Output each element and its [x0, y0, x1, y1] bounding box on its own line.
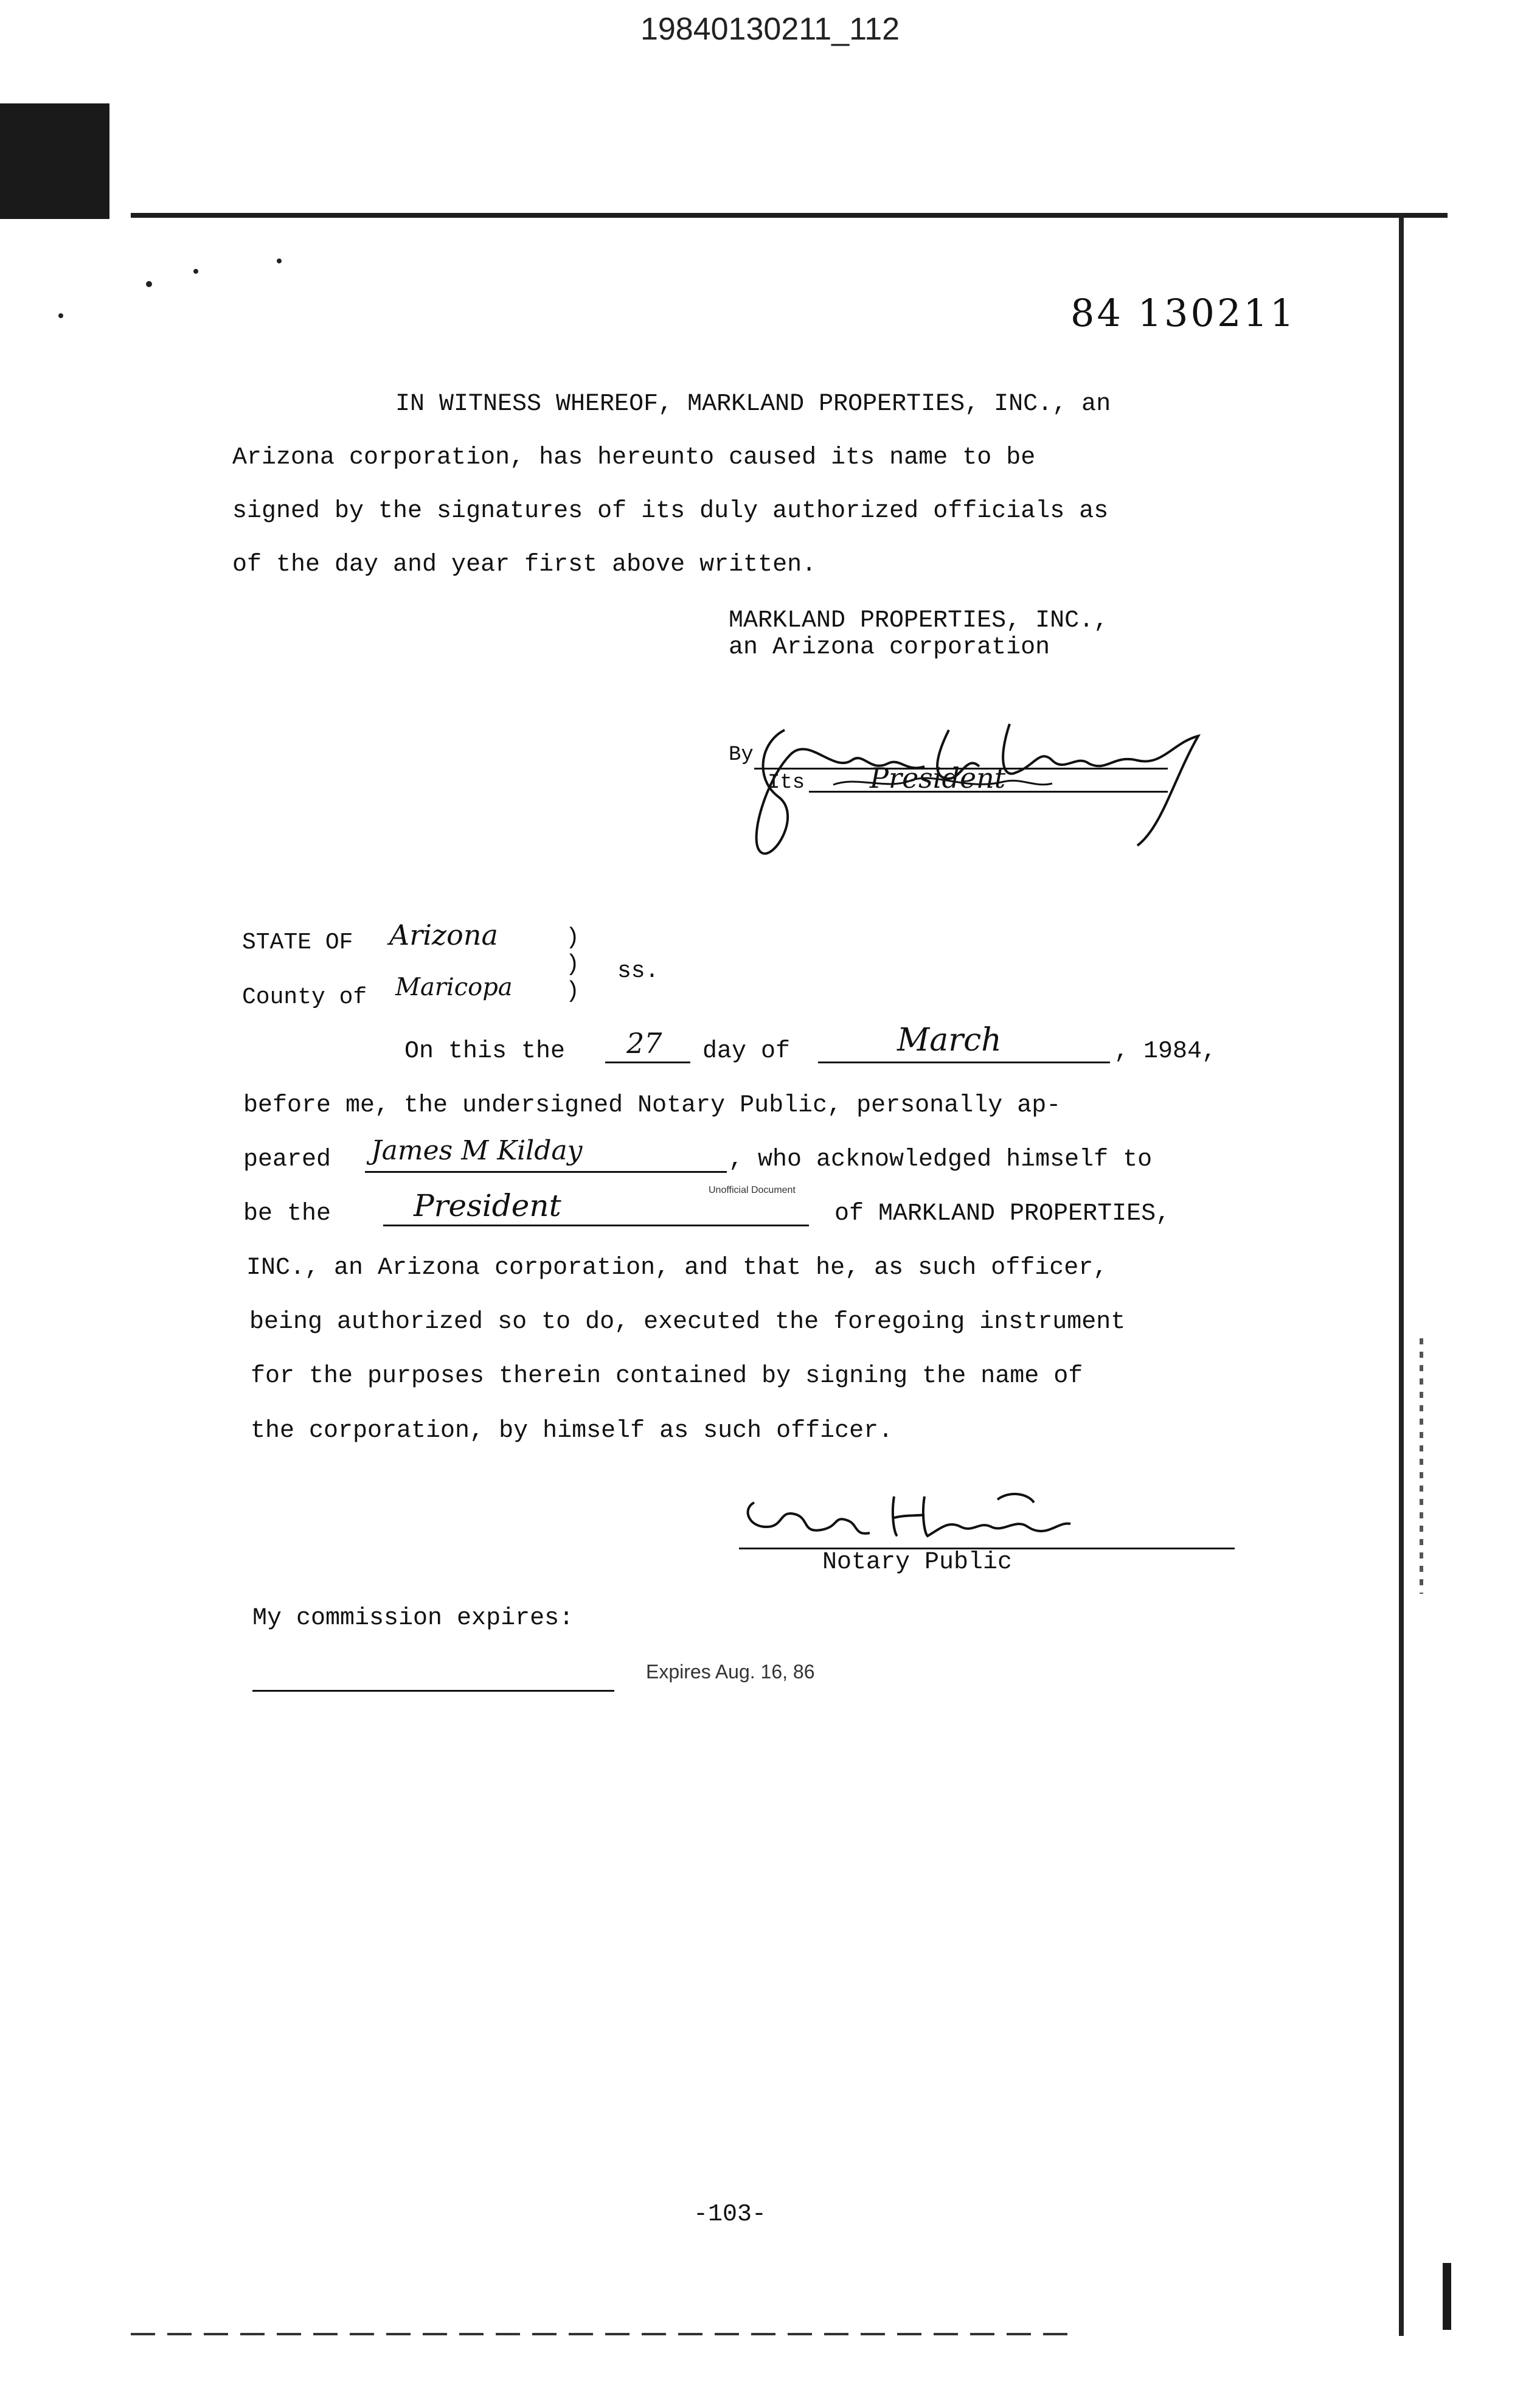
state-label: STATE OF: [242, 930, 353, 956]
witness-line-4: of the day and year first above written.: [232, 551, 817, 579]
scan-bottom-edge: [131, 2333, 1073, 2335]
ack-line1-post: , 1984,: [1114, 1038, 1217, 1065]
office-value: President: [414, 1188, 561, 1223]
day-blank: [605, 1062, 690, 1063]
commission-label: My commission expires:: [252, 1605, 574, 1632]
recording-number: 84 130211: [1070, 291, 1297, 335]
state-value: Arizona: [389, 919, 498, 951]
scan-speck: [146, 281, 152, 287]
commission-stamp: Expires Aug. 16, 86: [646, 1661, 815, 1683]
ack-line3-post: , who acknowledged himself to: [729, 1146, 1153, 1173]
ack-line5: INC., an Arizona corporation, and that he, as such officer,: [246, 1254, 1108, 1282]
scan-border: [0, 94, 1540, 2384]
county-label: County of: [242, 984, 367, 1010]
ack-line1-mid: day of: [702, 1038, 791, 1065]
scan-right-dotted-edge: [1420, 1338, 1423, 1594]
scan-bottom-right-mark: [1443, 2263, 1451, 2330]
page-number: -103-: [693, 2201, 767, 2228]
witness-line-2: [232, 444, 1215, 471]
file-id-header: 19840130211_112: [640, 12, 900, 47]
ack-line4-post: of MARKLAND PROPERTIES,: [834, 1200, 1171, 1228]
scan-edge-black-block: [0, 103, 109, 219]
scan-speck: [277, 259, 282, 263]
witness-line-3: signed by the signatures of its duly authorized officials as: [232, 498, 1109, 525]
person-value: James M Kilday: [371, 1135, 583, 1166]
witness-line-1: IN WITNESS WHEREOF, MARKLAND PROPERTIES, INC., an: [395, 391, 1111, 418]
month-blank: [818, 1062, 1110, 1063]
commission-line: [252, 1690, 614, 1692]
day-value: 27: [626, 1027, 662, 1060]
ack-line8: the corporation, by himself as such officer.: [251, 1417, 893, 1445]
unofficial-document-watermark: Unofficial Document: [709, 1185, 796, 1195]
witness-line-2-text: Arizona corporation, has hereunto caused its name to be: [232, 444, 1036, 471]
ack-line2: before me, the undersigned Notary Public, personally ap-: [243, 1092, 1061, 1119]
office-blank: [383, 1225, 809, 1226]
by-label: By: [729, 743, 754, 766]
scan-speck: [58, 313, 63, 318]
notary-label: Notary Public: [822, 1549, 1013, 1576]
ack-line7: for the purposes therein contained by signing the name of: [251, 1363, 1083, 1390]
scan-top-edge: [131, 213, 1448, 218]
company-type: an Arizona corporation: [729, 634, 1050, 661]
ss-label: ss.: [617, 958, 659, 984]
venue-brackets: ) ) ): [566, 925, 580, 1004]
its-title-handwritten: President: [870, 762, 1006, 794]
president-signature-drawing: [748, 706, 1210, 888]
its-label: Its: [768, 771, 805, 794]
scan-right-edge: [1399, 213, 1404, 2336]
person-blank: [365, 1171, 727, 1173]
scan-speck: [193, 269, 198, 274]
month-value: March: [897, 1022, 1002, 1058]
ack-line3-pre: peared: [243, 1146, 331, 1173]
ack-line4-pre: be the: [243, 1200, 331, 1228]
ack-line1-pre: On this the: [404, 1038, 566, 1065]
ack-line6: being authorized so to do, executed the foregoing instrument: [249, 1308, 1126, 1336]
company-name: MARKLAND PROPERTIES, INC.,: [729, 607, 1109, 634]
county-value: Maricopa: [395, 973, 513, 1001]
